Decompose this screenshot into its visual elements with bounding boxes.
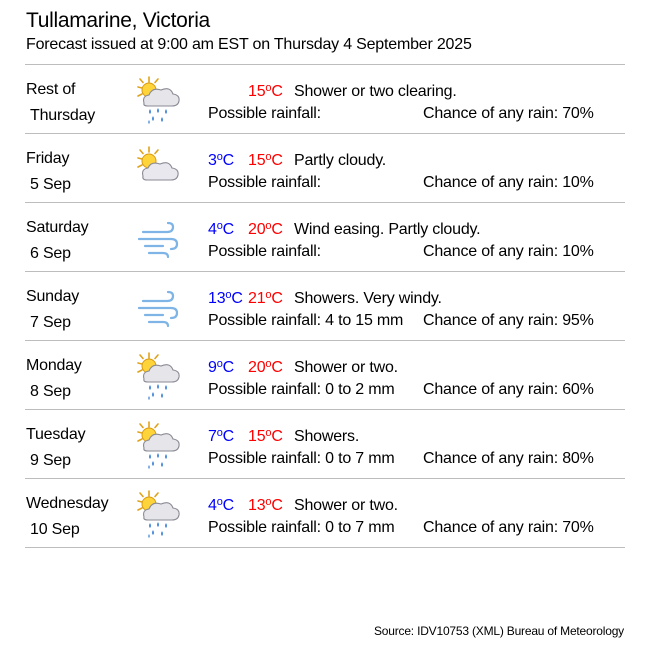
day-label: Rest of — [26, 81, 76, 98]
day-cell — [26, 215, 88, 267]
degree-symbol: o — [225, 289, 232, 301]
forecast-line — [208, 491, 398, 517]
forecast-row — [25, 340, 625, 409]
summary-text: Showers. — [294, 428, 360, 445]
date-label: 9 Sep — [30, 452, 71, 469]
rainfall-label: Possible rainfall: — [208, 243, 321, 260]
temp-value: 3 — [208, 152, 217, 169]
temp-value: 15 — [248, 428, 266, 445]
day-cell — [26, 353, 82, 405]
temp-value: 15 — [248, 83, 266, 100]
temp-scale: C — [271, 428, 283, 445]
rainfall-line — [208, 517, 395, 539]
temp-value: 15 — [248, 152, 266, 169]
day-cell — [26, 284, 79, 336]
forecast-line — [208, 422, 359, 448]
rainfall-line — [208, 103, 321, 125]
temp-scale: C — [271, 359, 283, 376]
rainfall-label: Possible rainfall: — [208, 174, 321, 191]
temp-value: 13 — [208, 290, 226, 307]
date-label: 8 Sep — [30, 383, 71, 400]
min-temp — [208, 146, 248, 172]
chance-line — [423, 310, 594, 332]
date-label: Thursday — [30, 107, 96, 124]
location-title: Tullamarine, Victoria — [26, 9, 210, 32]
temp-scale: C — [222, 152, 234, 169]
degree-symbol: o — [216, 358, 223, 370]
day-label: Monday — [26, 357, 82, 374]
degree-symbol: o — [216, 151, 223, 163]
max-temp — [248, 353, 294, 379]
forecast-row — [25, 271, 625, 340]
rainfall-value: 0 to 7 mm — [325, 450, 395, 467]
temp-scale: C — [271, 497, 283, 514]
forecast-line — [208, 284, 442, 310]
date-label: 6 Sep — [30, 245, 71, 262]
shower-cloud-sun-icon — [133, 350, 183, 402]
chance-value: 80% — [562, 450, 594, 467]
issued-text: Forecast issued at 9:00 am EST on Thursday 4 September 2025 — [26, 36, 472, 53]
degree-symbol: o — [216, 496, 223, 508]
degree-symbol: o — [216, 220, 223, 232]
day-label: Sunday — [26, 288, 80, 305]
rainfall-label: Possible rainfall: — [208, 105, 321, 122]
degree-symbol: o — [216, 427, 223, 439]
chance-line — [423, 379, 594, 401]
forecast-row — [25, 202, 625, 271]
rainfall-line — [208, 379, 395, 401]
degree-symbol: o — [265, 82, 272, 94]
max-temp — [248, 422, 294, 448]
min-temp — [208, 491, 248, 517]
summary-text: Shower or two clearing. — [294, 83, 457, 100]
max-temp — [248, 284, 294, 310]
max-temp — [248, 77, 294, 103]
chance-label: Chance of any rain: — [423, 519, 558, 536]
rainfall-value: 4 to 15 mm — [325, 312, 404, 329]
summary-text: Showers. Very windy. — [294, 290, 442, 307]
temp-value: 4 — [208, 497, 217, 514]
chance-value: 10% — [562, 174, 594, 191]
temp-scale: C — [271, 83, 283, 100]
temp-scale: C — [271, 152, 283, 169]
max-temp — [248, 491, 294, 517]
chance-label: Chance of any rain: — [423, 381, 558, 398]
chance-line — [423, 103, 594, 125]
rainfall-line — [208, 310, 403, 332]
day-cell — [26, 422, 85, 474]
wind-icon — [133, 281, 183, 333]
degree-symbol: o — [265, 358, 272, 370]
degree-symbol: o — [265, 427, 272, 439]
summary-text: Wind easing. Partly cloudy. — [294, 221, 481, 238]
chance-line — [423, 172, 594, 194]
temp-value: 9 — [208, 359, 217, 376]
source-text: Source: IDV10753 (XML) Bureau of Meteorology — [373, 624, 624, 638]
degree-symbol: o — [265, 289, 272, 301]
max-temp — [248, 146, 294, 172]
rainfall-value: 0 to 7 mm — [325, 519, 395, 536]
day-label: Wednesday — [26, 495, 109, 512]
chance-value: 70% — [562, 105, 594, 122]
chance-value: 60% — [562, 381, 594, 398]
min-temp — [208, 422, 248, 448]
partly-cloudy-icon — [133, 143, 183, 195]
max-temp — [248, 215, 294, 241]
wind-icon — [133, 212, 183, 264]
date-label: 10 Sep — [30, 521, 80, 538]
temp-value: 21 — [248, 290, 266, 307]
rainfall-line — [208, 241, 321, 263]
temp-scale: C — [222, 497, 234, 514]
rainfall-label: Possible rainfall: — [208, 450, 321, 467]
day-label: Friday — [26, 150, 70, 167]
forecast-row — [25, 478, 625, 548]
forecast-line — [208, 146, 386, 172]
day-cell — [26, 146, 71, 198]
chance-label: Chance of any rain: — [423, 105, 558, 122]
shower-cloud-sun-icon — [133, 488, 183, 540]
rainfall-line — [208, 448, 395, 470]
chance-line — [423, 517, 594, 539]
temp-value: 13 — [248, 497, 266, 514]
temp-scale: C — [222, 221, 234, 238]
min-temp — [208, 215, 248, 241]
chance-value: 70% — [562, 519, 594, 536]
summary-text: Shower or two. — [294, 359, 398, 376]
temp-value: 4 — [208, 221, 217, 238]
temp-value: 20 — [248, 359, 266, 376]
day-cell — [26, 77, 95, 129]
shower-cloud-sun-icon — [133, 419, 183, 471]
forecast-list — [25, 64, 625, 548]
summary-text: Shower or two. — [294, 497, 398, 514]
min-temp — [208, 353, 248, 379]
chance-line — [423, 241, 594, 263]
date-label: 7 Sep — [30, 314, 71, 331]
degree-symbol: o — [265, 151, 272, 163]
forecast-line — [208, 77, 457, 103]
rainfall-label: Possible rainfall: — [208, 519, 321, 536]
chance-label: Chance of any rain: — [423, 312, 558, 329]
chance-label: Chance of any rain: — [423, 450, 558, 467]
forecast-row — [25, 64, 625, 133]
temp-scale: C — [271, 221, 283, 238]
rainfall-line — [208, 172, 321, 194]
degree-symbol: o — [265, 220, 272, 232]
temp-scale: C — [222, 428, 234, 445]
rainfall-label: Possible rainfall: — [208, 312, 321, 329]
temp-scale: C — [271, 290, 283, 307]
shower-cloud-sun-icon — [133, 74, 183, 126]
temp-value: 20 — [248, 221, 266, 238]
temp-scale: C — [231, 290, 243, 307]
forecast-row — [25, 409, 625, 478]
day-cell — [26, 491, 108, 543]
forecast-line — [208, 353, 398, 379]
min-temp — [208, 284, 248, 310]
day-label: Saturday — [26, 219, 89, 236]
day-label: Tuesday — [26, 426, 86, 443]
summary-text: Partly cloudy. — [294, 152, 387, 169]
date-label: 5 Sep — [30, 176, 71, 193]
forecast-row — [25, 133, 625, 202]
degree-symbol: o — [265, 496, 272, 508]
forecast-line — [208, 215, 480, 241]
temp-scale: C — [222, 359, 234, 376]
temp-value: 7 — [208, 428, 217, 445]
forecast-header — [26, 8, 472, 56]
rainfall-label: Possible rainfall: — [208, 381, 321, 398]
chance-label: Chance of any rain: — [423, 174, 558, 191]
chance-line — [423, 448, 594, 470]
chance-label: Chance of any rain: — [423, 243, 558, 260]
rainfall-value: 0 to 2 mm — [325, 381, 395, 398]
chance-value: 10% — [562, 243, 594, 260]
chance-value: 95% — [562, 312, 594, 329]
